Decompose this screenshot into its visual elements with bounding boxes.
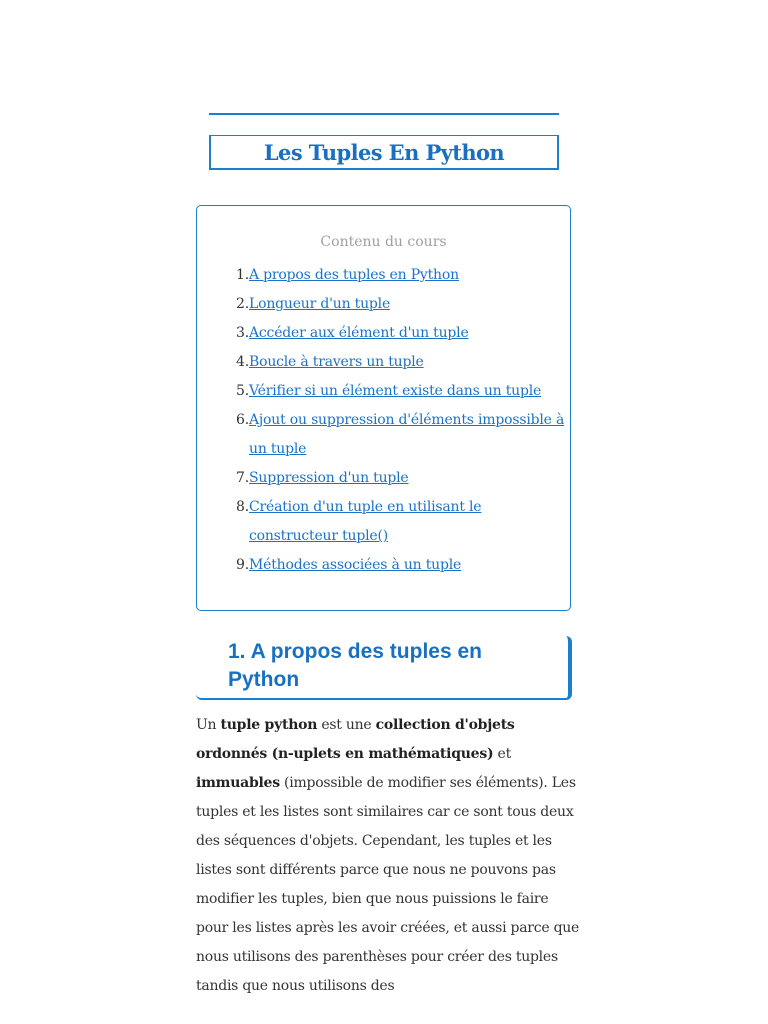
toc-item-number: 3.	[236, 325, 249, 341]
paragraph-text: (impossible de modifier ses éléments). Les tuples et les listes sont similaires car ce sont tous deux des séquences d'objets. Cependant, les tuples et les listes sont différents parce que nous ne pouvons pas modifier les tuples, bien que nous puissions le faire pour les listes après les avoir créées, et aussi parce que nous utilisons des parenthèses pour créer des tuples tandis que nous utilisons des	[196, 775, 580, 994]
toc-link-boucle[interactable]: Boucle à travers un tuple	[249, 354, 424, 370]
section-heading: 1. A propos des tuples en Python	[228, 640, 482, 691]
paragraph-bold: immuables	[196, 775, 280, 791]
toc-link-verifier[interactable]: Vérifier si un élément existe dans un tuple	[249, 383, 542, 399]
toc-link-suppression[interactable]: Suppression d'un tuple	[249, 470, 409, 486]
toc-item	[227, 319, 567, 348]
paragraph-text: et	[493, 746, 511, 762]
toc-item-number: 5.	[236, 383, 249, 399]
toc-item	[227, 493, 567, 551]
section-heading-box	[196, 636, 572, 700]
toc-item	[227, 377, 567, 406]
toc-item	[227, 406, 567, 464]
paragraph-text: Un	[196, 717, 221, 733]
toc-item	[227, 551, 567, 580]
toc-item	[227, 348, 567, 377]
page-title-box	[209, 135, 559, 170]
table-of-contents	[196, 205, 571, 611]
toc-item	[227, 261, 567, 290]
toc-item-number: 2.	[236, 296, 249, 312]
toc-list	[227, 261, 567, 580]
toc-link-ajout-suppression[interactable]: Ajout ou suppression d'éléments impossible à un tuple	[249, 412, 565, 457]
toc-item-number: 8.	[236, 499, 249, 515]
toc-heading: Contenu du cours	[320, 234, 447, 250]
paragraph-text: est une	[317, 717, 376, 733]
toc-item-number: 1.	[236, 267, 249, 283]
toc-item-number: 4.	[236, 354, 249, 370]
toc-item-number: 9.	[236, 557, 249, 573]
toc-item	[227, 290, 567, 319]
section-paragraph	[196, 711, 582, 1001]
toc-item-number: 6.	[236, 412, 249, 428]
toc-link-acceder[interactable]: Accéder aux élément d'un tuple	[249, 325, 469, 341]
paragraph-bold: collection d'objets ordonnés (n-uplets en mathématiques)	[196, 717, 515, 762]
toc-link-longueur[interactable]: Longueur d'un tuple	[249, 296, 391, 312]
top-divider	[209, 113, 559, 115]
paragraph-bold: tuple python	[220, 717, 318, 733]
toc-link-methodes[interactable]: Méthodes associées à un tuple	[249, 557, 462, 573]
toc-item	[227, 464, 567, 493]
page-title: Les Tuples En Python	[263, 139, 505, 165]
toc-link-constructeur[interactable]: Création d'un tuple en utilisant le constructeur tuple()	[249, 499, 482, 544]
toc-link-a-propos[interactable]: A propos des tuples en Python	[249, 267, 459, 283]
toc-item-number: 7.	[236, 470, 249, 486]
